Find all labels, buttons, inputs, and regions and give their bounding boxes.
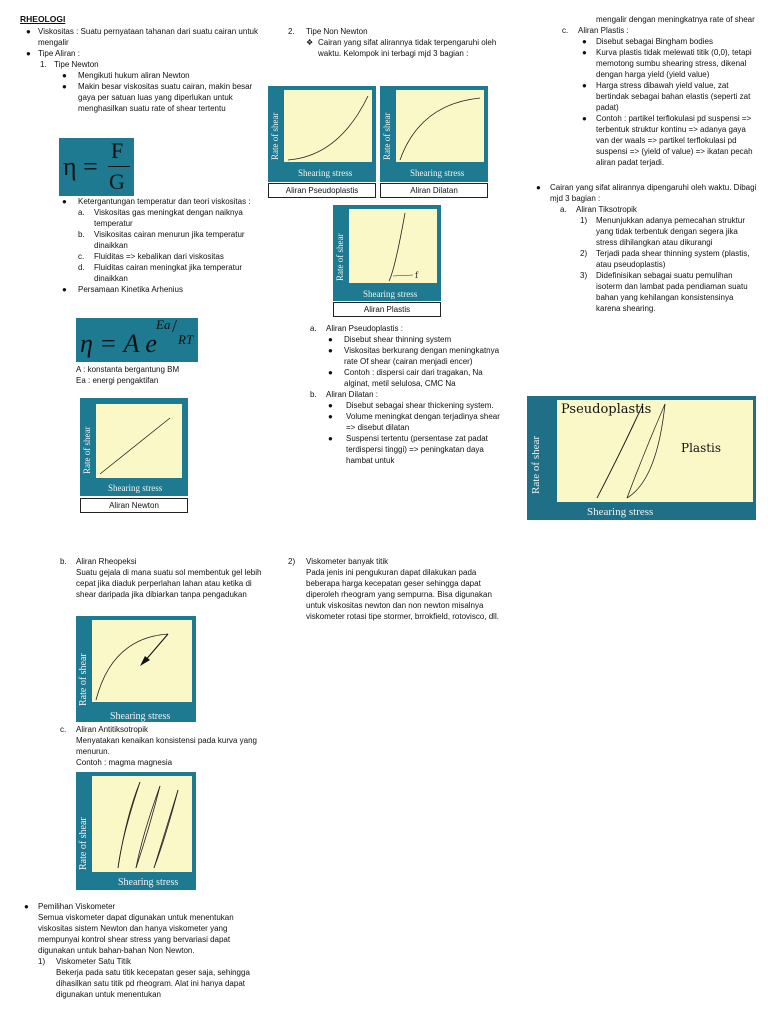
x-axis-label: Shearing stress: [108, 483, 163, 493]
list-item: ● Viskositas berkurang dengan meningkatnya rate Of shear (cairan menjadi encer): [328, 346, 500, 366]
pemilihan-heading: Pemilihan Viskometer: [38, 902, 116, 911]
banyak-titik-section: [288, 556, 508, 622]
list-item: c. Aliran Antitiksotropik: [60, 725, 149, 734]
tipe-newton-heading: Tipe Newton: [54, 60, 99, 69]
list-item: [20, 81, 260, 114]
tiksotropik-figure: Pseudoplastis Plastis Rate of shear Shearing stress: [527, 396, 756, 520]
rheopeksi-heading: Aliran Rheopeksi: [76, 557, 137, 566]
list-item: 1) Viskometer Satu Titik: [38, 957, 131, 966]
list-number: 1.: [40, 60, 47, 69]
list-item: [528, 182, 760, 204]
newton-caption: Aliran Newton: [80, 498, 188, 513]
bullet-icon: ●: [26, 27, 31, 36]
column-2-lists: [288, 323, 510, 466]
tipe-aliran-heading: Tipe Aliran :: [38, 49, 80, 58]
list-item: [20, 901, 264, 912]
newton-curve: [96, 404, 182, 478]
list-item: [20, 48, 260, 59]
satu-titik-heading: Viskometer Satu Titik: [56, 957, 131, 966]
list-item: ● Kurva plastis tidak melewati titik (0,0), tetapi memotong sumbu shearing stress, dikenal dengan harga yield (yield value): [582, 48, 752, 79]
column-2: [288, 26, 510, 59]
column-3: [528, 14, 760, 314]
rheopeksi-section: [20, 556, 264, 600]
tipe-non-newton-heading: Tipe Non Newton: [306, 27, 368, 36]
y-axis-label: Rate of shear: [82, 426, 92, 474]
list-item: a. Aliran Pseudoplastis :: [310, 324, 403, 333]
a-definition: A : konstanta bergantung BM: [76, 365, 180, 374]
list-item: ● Disebut shear thinning system: [328, 335, 452, 344]
bullet-icon: ●: [328, 346, 333, 355]
yield-label: f: [415, 271, 418, 280]
temp-item: Fluiditas => kebalikan dari viskositas: [94, 252, 224, 261]
list-item: ● Contoh : partikel terflokulasi pd suspensi => terbentuk struktur kontinu => adanya gaya van der waals => partikel terflokulasi pd suspensi => (yield of value) => ikatan pecah aliran padat terjadi.: [582, 114, 753, 167]
list-item: 3) Didefinisikan sebagai suatu pemulihan isoterm dan lambat pada pendiaman suatu bahan yang kehilangan konsistensinya karena shearing.: [580, 271, 748, 313]
list-item: ● Suspensi tertentu (persentase zat padat terdispersi tinggi) => peningkatan daya hambat untuk: [328, 434, 488, 465]
temp-item: Visikositas cairan menurun jika temperatur dinaikkan: [94, 230, 245, 250]
bullet-icon: ●: [328, 412, 333, 421]
list-item: 2. Tipe Non Newton: [288, 27, 368, 36]
ea-definition: Ea : energi pengaktifan: [76, 376, 159, 385]
dilatan-heading: Aliran Dilatan :: [326, 390, 379, 399]
non-newton-description: Cairan yang sifat alirannya tidak terpengaruhi oleh waktu. Kelompok ini terbagi mjd 3 bagian :: [318, 38, 497, 58]
dilatan-figure: Rate of shear Shearing stress: [380, 86, 488, 182]
arhenius-equation: η = A e Ea / RT: [76, 318, 198, 362]
viskositas-definition: Viskositas : Suatu pernyataan tahanan dari suatu cairan untuk mengalir: [38, 27, 258, 47]
pseudoplastis-heading: Aliran Pseudoplastis :: [326, 324, 403, 333]
fraction-bar: [108, 166, 130, 167]
time-dependent-heading: Cairan yang sifat alirannya dipengaruhi oleh waktu. Dibagi mjd 3 bagian :: [550, 183, 757, 203]
list-item: c. Fluiditas => kebalikan dari viskositas: [78, 252, 224, 261]
hysteresis-loops: [557, 400, 753, 502]
plastis-caption: Aliran Plastis: [333, 302, 441, 317]
pemilihan-description: Semua viskometer dapat digunakan untuk menentukan viskositas sistem Newton dan hanya viskometer yang mempunyai kontrol shear stress yang bervariasi dapat digunakan untuk bahan-bahan Non Newton.: [38, 913, 234, 955]
plastis-label: Plastis: [681, 441, 722, 455]
plastis-figure: f Rate of shear Shearing stress: [333, 205, 441, 301]
bullet-icon: ●: [62, 71, 67, 80]
tiksotropik-heading: Aliran Tiksotropik: [576, 205, 637, 214]
list-item: c. Aliran Plastis :: [562, 26, 629, 35]
antitiksotropik-heading: Aliran Antitiksotropik: [76, 725, 149, 734]
newton-item: Mengikuti hukum aliran Newton: [78, 71, 190, 80]
diamond-bullet-icon: ❖: [306, 38, 314, 47]
newton-item: Makin besar viskositas suatu cairan, makin besar gaya per satuan luas yang diperlukan untuk menghasilkan suatu rate of shear tertentu: [78, 82, 253, 113]
pseudoplastis-curve: [284, 90, 372, 162]
bullet-icon: ●: [582, 114, 587, 123]
bullet-icon: ●: [62, 285, 67, 294]
bullet-icon: ●: [328, 368, 333, 377]
continued-text: mengalir dengan meningkatnya rate of shear: [596, 15, 755, 24]
dilatan-curve: [396, 90, 484, 162]
bullet-icon: ●: [26, 49, 31, 58]
bullet-icon: ●: [328, 335, 333, 344]
column-1-temp: [20, 196, 260, 295]
satu-titik-description: Bekerja pada satu titik kecepatan geser saja, sehingga dihasilkan satu titik pd rheogram. Alat ini hanya dapat digunakan untuk menentukan: [56, 968, 250, 999]
bullet-icon: ●: [328, 434, 333, 443]
antitiksotropik-section: [20, 724, 264, 768]
rheopeksi-curve: [92, 620, 192, 702]
antitiksotropik-figure: Rate of shear Shearing stress: [76, 772, 196, 890]
rheopeksi-description: Suatu gejala di mana suatu sol membentuk gel lebih cepat jika diaduk perperlahan lahan atau ketika di shear daripada jika dibiarkan tanpa pengadukan: [76, 568, 262, 599]
pemilihan-section: [20, 901, 264, 1000]
plastis-heading: Aliran Plastis :: [578, 26, 629, 35]
antitiksotropik-loops: [92, 776, 192, 872]
list-item: ● Contoh : dispersi cair dari tragakan, Na alginat, metil selulosa, CMC Na: [328, 368, 483, 388]
list-item: ● Disebut sebagai shear thickening system.: [328, 401, 494, 410]
list-item: ● Harga stress dibawah yield value, zat bertindak sebagai bahan elastis (seperti zat padat): [582, 81, 751, 112]
antitiksotropik-example: Contoh : magma magnesia: [76, 758, 173, 767]
dilatan-caption: Aliran Dilatan: [380, 183, 488, 198]
list-item: a. Viskositas gas meningkat dengan naiknya temperatur: [78, 208, 243, 228]
list-item: b. Visikositas cairan menurun jika temperatur dinaikkan: [78, 230, 245, 250]
temp-item: Fluiditas cairan meningkat jika temperatur dinaikkan: [94, 263, 243, 283]
list-item: b. Aliran Dilatan :: [310, 390, 379, 399]
list-item: [20, 59, 260, 70]
arhenius-defs: [76, 364, 266, 386]
bullet-icon: ●: [328, 401, 333, 410]
ketergantungan-heading: Ketergantungan temperatur dan teori viskositas :: [78, 197, 251, 206]
newton-figure: [80, 398, 188, 496]
rheopeksi-figure: Rate of shear Shearing stress: [76, 616, 196, 722]
list-item: d. Fluiditas cairan meningkat jika temperatur dinaikkan: [78, 263, 243, 283]
page-title: RHEOLOGI: [20, 14, 66, 24]
antitiksotropik-description: Menyatakan kenaikan konsistensi pada kurva yang menurun.: [76, 736, 257, 756]
list-item: a. Aliran Tiksotropik: [560, 205, 637, 214]
temp-item: Viskositas gas meningkat dengan naiknya temperatur: [94, 208, 243, 228]
bullet-icon: ●: [24, 902, 29, 911]
bullet-icon: ●: [62, 197, 67, 206]
list-item: 1) Menunjukkan adanya pemecahan struktur yang tidak terbentuk dengan segera jika stress dihilangkan atau dikurangi: [580, 216, 745, 247]
list-item: [20, 70, 260, 81]
bullet-icon: ●: [582, 37, 587, 46]
list-item: b. Aliran Rheopeksi: [60, 557, 137, 566]
column-1: [20, 14, 260, 114]
list-item: ● Disebut sebagai Bingham bodies: [582, 37, 713, 46]
list-item: [20, 284, 260, 295]
list-item: [20, 26, 260, 48]
bullet-icon: ●: [536, 183, 541, 192]
list-item: ● Volume meningkat dengan terjadinya shear => disebut dilatan: [328, 412, 500, 432]
slash: /: [172, 316, 178, 336]
bullet-icon: ●: [62, 82, 67, 91]
viscosity-equation: η = F G: [59, 138, 134, 196]
pseudoplastis-label: Pseudoplastis: [561, 402, 652, 417]
banyak-titik-description: Pada jenis ini pengukuran dapat dilakukan pada beberapa harga kecepatan geser sehingga dapat diperoleh rheogram yang sempurna. Bisa digunakan untuk viskositas newton dan non newton misalnya viskometer rotasi tipe stormer, brrokfield, rotovisco, dll.: [306, 568, 499, 621]
bullet-icon: ●: [582, 48, 587, 57]
list-item: 2) Viskometer banyak titik: [288, 557, 389, 566]
list-item: 2) Terjadi pada shear thinning system (plastis, atau pseudoplastis): [580, 249, 750, 269]
banyak-titik-heading: Viskometer banyak titik: [306, 557, 389, 566]
pseudoplastis-caption: Aliran Pseudoplastis: [268, 183, 376, 198]
arhenius-heading: Persamaan Kinetika Arhenius: [78, 285, 183, 294]
list-item: [288, 37, 510, 59]
plastis-curve: [349, 209, 437, 283]
pseudoplastis-figure: Rate of shear Shearing stress: [268, 86, 376, 182]
list-item: [20, 196, 260, 207]
bullet-icon: ●: [582, 81, 587, 90]
